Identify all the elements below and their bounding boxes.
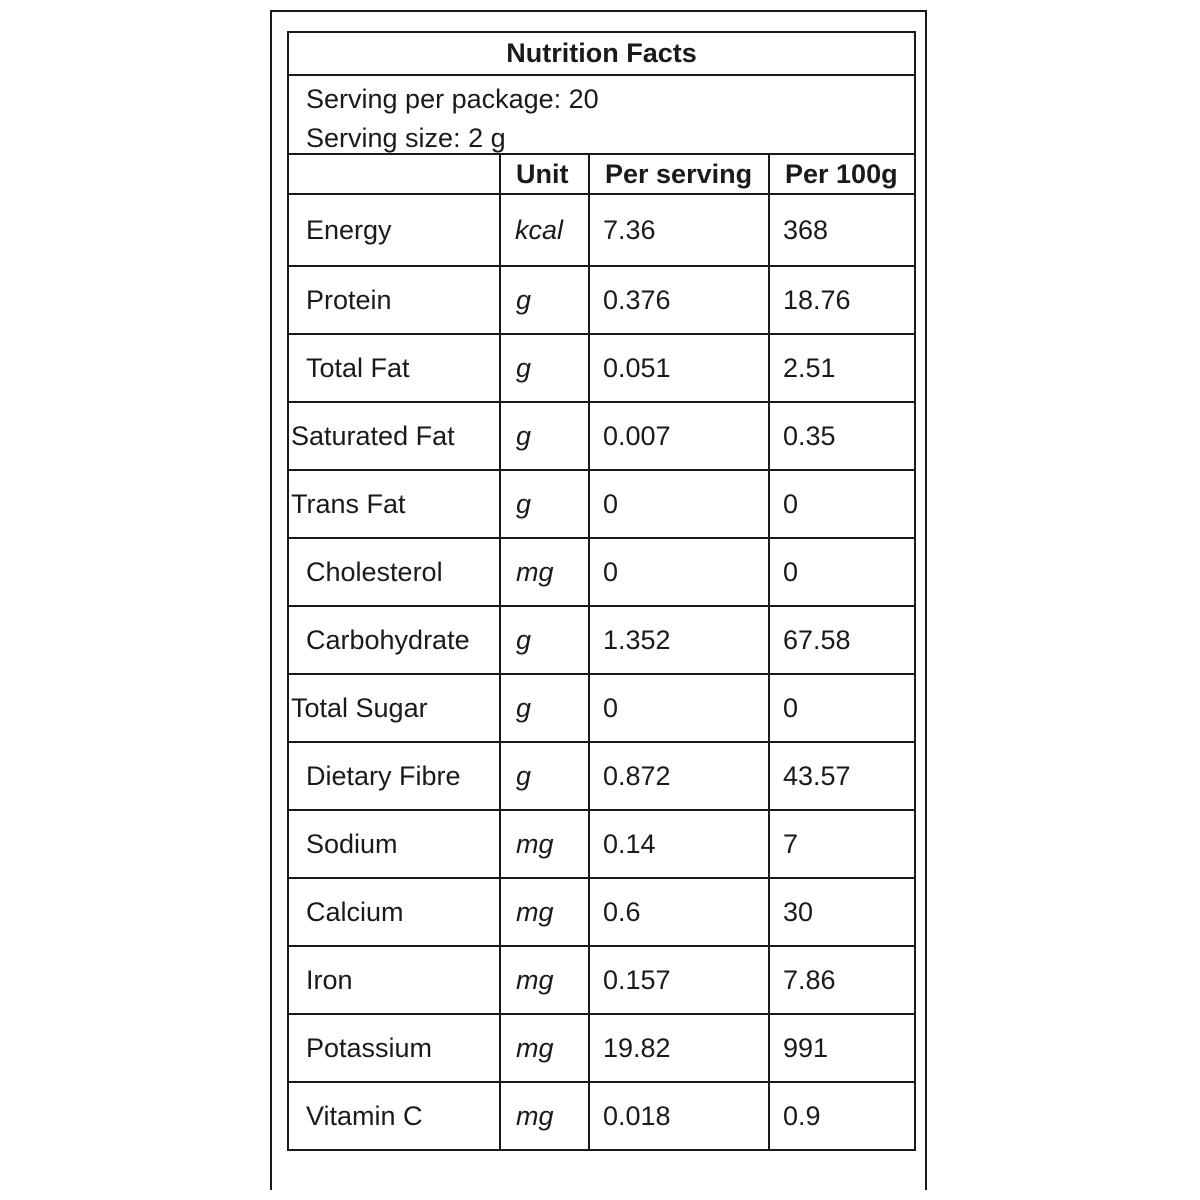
table-row: [289, 606, 914, 674]
nutrient-unit: g: [500, 470, 589, 538]
nutrient-unit: g: [500, 742, 589, 810]
nutrient-unit: kcal: [500, 194, 589, 266]
table-row: [289, 1014, 914, 1082]
per-100g-value: 43.57: [769, 742, 914, 810]
table-row: [289, 742, 914, 810]
per-100g-value: 67.58: [769, 606, 914, 674]
table-row: [289, 194, 914, 266]
table-row: [289, 266, 914, 334]
per-serving-value: 0.376: [589, 266, 769, 334]
per-serving-value: 7.36: [589, 194, 769, 266]
nutrient-unit: g: [500, 402, 589, 470]
table-row: [289, 470, 914, 538]
nutrient-unit: mg: [500, 946, 589, 1014]
per-100g-value: 0: [769, 538, 914, 606]
nutrient-name: Total Fat: [289, 334, 500, 402]
nutrient-unit: mg: [500, 878, 589, 946]
per-100g-value: 30: [769, 878, 914, 946]
nutrient-name: Total Sugar: [289, 674, 500, 742]
nutrient-name: Energy: [289, 194, 500, 266]
nutrient-name: Cholesterol: [289, 538, 500, 606]
per-serving-value: 0.6: [589, 878, 769, 946]
label-title: Nutrition Facts: [289, 33, 914, 76]
nutrition-table: [289, 155, 914, 1149]
nutrient-name: Dietary Fibre: [289, 742, 500, 810]
nutrient-name: Protein: [289, 266, 500, 334]
nutrient-name: Potassium: [289, 1014, 500, 1082]
per-100g-value: 0: [769, 470, 914, 538]
per-100g-value: 0.9: [769, 1082, 914, 1149]
per-serving-value: 0: [589, 538, 769, 606]
header-unit: Unit: [500, 155, 589, 194]
per-100g-value: 7: [769, 810, 914, 878]
per-100g-value: 0.35: [769, 402, 914, 470]
nutrient-name: Trans Fat: [289, 470, 500, 538]
per-serving-value: 0: [589, 470, 769, 538]
serving-per-package: Serving per package: 20: [306, 84, 599, 114]
nutrient-unit: mg: [500, 538, 589, 606]
serving-info: [289, 76, 914, 155]
nutrient-unit: g: [500, 606, 589, 674]
per-serving-value: 19.82: [589, 1014, 769, 1082]
table-row: [289, 402, 914, 470]
nutrient-unit: g: [500, 334, 589, 402]
per-serving-value: 1.352: [589, 606, 769, 674]
per-100g-value: 7.86: [769, 946, 914, 1014]
per-serving-value: 0: [589, 674, 769, 742]
nutrient-unit: g: [500, 674, 589, 742]
per-100g-value: 991: [769, 1014, 914, 1082]
per-serving-value: 0.018: [589, 1082, 769, 1149]
per-serving-value: 0.157: [589, 946, 769, 1014]
table-row: [289, 334, 914, 402]
nutrition-label: [287, 31, 916, 1151]
nutrient-unit: mg: [500, 1082, 589, 1149]
nutrient-name: Vitamin C: [289, 1082, 500, 1149]
table-row: [289, 674, 914, 742]
table-header-row: [289, 155, 914, 194]
serving-size: Serving size: 2 g: [306, 123, 506, 153]
per-100g-value: 368: [769, 194, 914, 266]
per-serving-value: 0.872: [589, 742, 769, 810]
nutrient-name: Iron: [289, 946, 500, 1014]
per-serving-value: 0.007: [589, 402, 769, 470]
nutrient-unit: g: [500, 266, 589, 334]
per-100g-value: 18.76: [769, 266, 914, 334]
per-100g-value: 0: [769, 674, 914, 742]
nutrient-unit: mg: [500, 1014, 589, 1082]
table-row: [289, 1082, 914, 1149]
header-per-100g: Per 100g: [769, 155, 914, 194]
nutrient-name: Calcium: [289, 878, 500, 946]
per-serving-value: 0.051: [589, 334, 769, 402]
per-100g-value: 2.51: [769, 334, 914, 402]
nutrient-name: Saturated Fat: [289, 402, 500, 470]
nutrient-name: Sodium: [289, 810, 500, 878]
header-per-serving: Per serving: [589, 155, 769, 194]
table-row: [289, 810, 914, 878]
table-row: [289, 538, 914, 606]
table-row: [289, 946, 914, 1014]
nutrient-name: Carbohydrate: [289, 606, 500, 674]
per-serving-value: 0.14: [589, 810, 769, 878]
table-row: [289, 878, 914, 946]
header-nutrient: [289, 155, 500, 194]
nutrient-unit: mg: [500, 810, 589, 878]
